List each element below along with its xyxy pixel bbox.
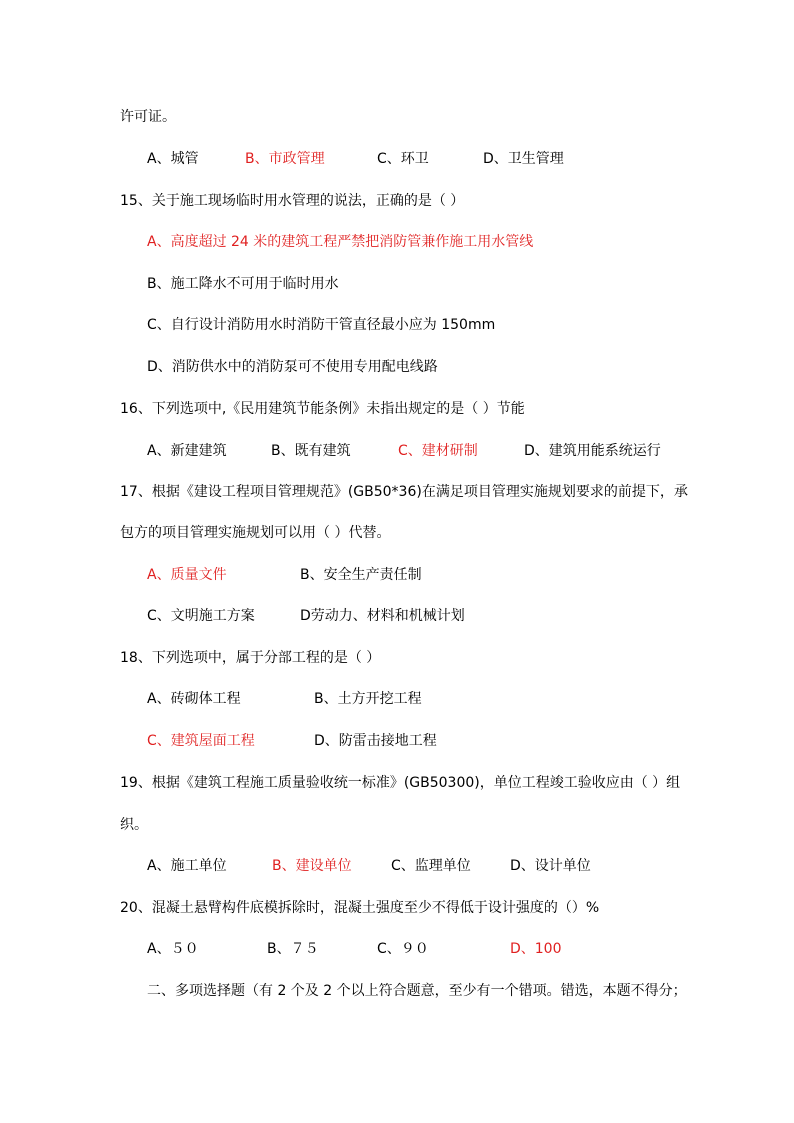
option-d: D、设计单位 xyxy=(510,858,591,874)
question-18-stem: 18、下列选项中，属于分部工程的是（ ） xyxy=(120,650,381,666)
section-two-heading: 二、多项选择题（有 2 个及 2 个以上符合题意，至少有一个错项。错选，本题不得分； xyxy=(147,983,687,999)
question-15-option-b: B、施工降水不可用于临时用水 xyxy=(147,276,339,292)
question-15-option-d: D、消防供水中的消防泵可不使用专用配电线路 xyxy=(147,359,438,375)
option-a: A、５０ xyxy=(147,941,199,957)
option-b: B、安全生产责任制 xyxy=(300,567,422,583)
option-a: A、城管 xyxy=(147,151,199,167)
option-a: A、新建建筑 xyxy=(147,443,227,459)
question-15-option-a-answer: A、高度超过 24 米的建筑工程严禁把消防管兼作施工用水管线 xyxy=(147,234,534,250)
option-d: D、卫生管理 xyxy=(483,151,564,167)
option-d-answer: D、100 xyxy=(510,941,562,957)
option-c: C、文明施工方案 xyxy=(147,608,255,624)
option-c-answer: C、建材研制 xyxy=(398,443,478,459)
option-b-answer: B、市政管理 xyxy=(245,151,325,167)
option-b: B、土方开挖工程 xyxy=(314,691,422,707)
option-b: B、７５ xyxy=(267,941,319,957)
option-c: C、９０ xyxy=(377,941,429,957)
option-c: C、监理单位 xyxy=(391,858,471,874)
question-17-stem: 17、根据《建设工程项目管理规范》(GB50*36)在满足项目管理实施规划要求的前提下，承 xyxy=(120,484,688,500)
option-d: D劳动力、材料和机械计划 xyxy=(300,608,465,624)
question-15-option-c: C、自行设计消防用水时消防干管直径最小应为 150mm xyxy=(147,317,496,333)
question-20-stem: 20、混凝土悬臂构件底模拆除时，混凝土强度至少不得低于设计强度的（）% xyxy=(120,900,600,916)
option-d: D、防雷击接地工程 xyxy=(314,733,437,749)
question-19-stem-cont: 织。 xyxy=(120,817,148,833)
option-a: A、砖砌体工程 xyxy=(147,691,241,707)
question-19-stem: 19、根据《建筑工程施工质量验收统一标准》(GB50300)，单位工程竣工验收应由（ ）组 xyxy=(120,775,681,791)
question-17-stem-cont: 包方的项目管理实施规划可以用（ ）代替。 xyxy=(120,525,391,541)
option-b-answer: B、建设单位 xyxy=(272,858,352,874)
option-b: B、既有建筑 xyxy=(271,443,351,459)
question-16-stem: 16、下列选项中,《民用建筑节能条例》未指出规定的是（ ）节能 xyxy=(120,401,525,417)
option-c-answer: C、建筑屋面工程 xyxy=(147,733,255,749)
option-a-answer: A、质量文件 xyxy=(147,567,227,583)
question-14-tail: 许可证。 xyxy=(120,109,176,125)
question-15-stem: 15、关于施工现场临时用水管理的说法，正确的是（ ） xyxy=(120,193,465,209)
option-c: C、环卫 xyxy=(377,151,429,167)
option-a: A、施工单位 xyxy=(147,858,227,874)
option-d: D、建筑用能系统运行 xyxy=(524,443,661,459)
